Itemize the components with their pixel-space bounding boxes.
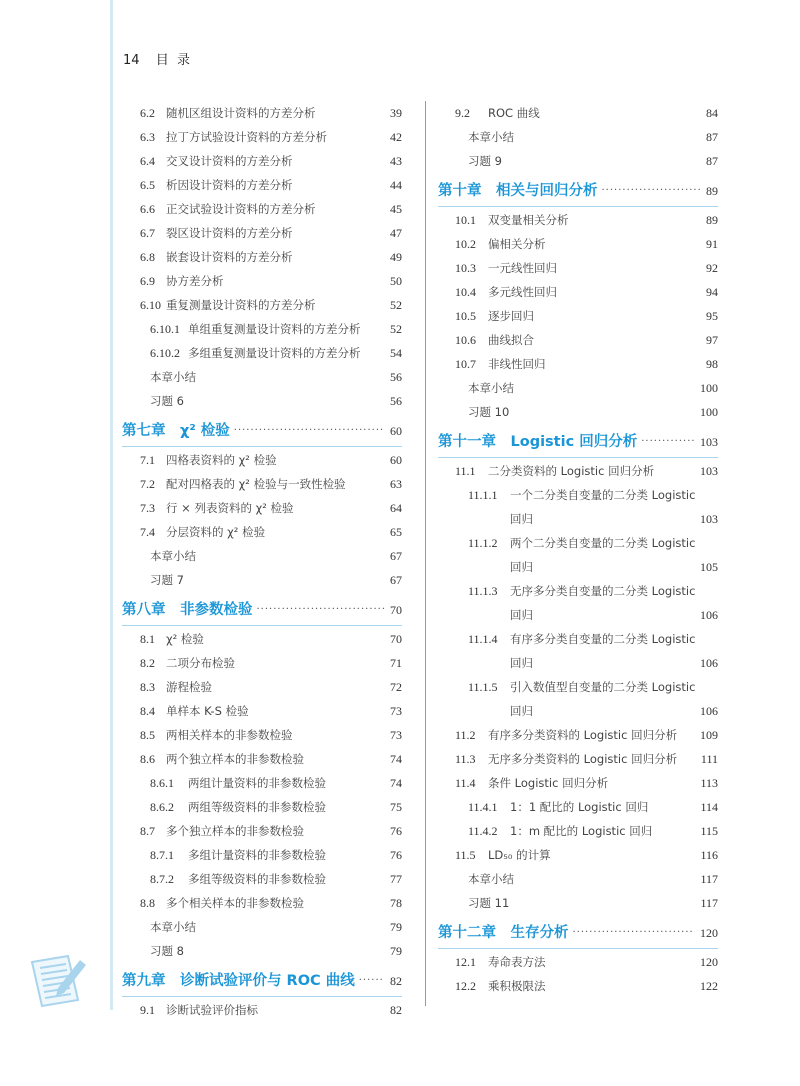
page-number: 103 [700, 464, 718, 478]
toc-entry[interactable] [438, 819, 718, 843]
section-title: 本章小结 [468, 130, 514, 144]
page-number: 60 [390, 424, 402, 438]
section-title: 条件 Logistic 回归分析 [488, 776, 609, 790]
page-number: 52 [390, 298, 402, 312]
page-number: 106 [700, 608, 718, 622]
toc-entry[interactable] [122, 365, 402, 389]
toc-entry[interactable] [122, 675, 402, 699]
section-title: 行 × 列表资料的 χ² 检验 [166, 501, 294, 515]
section-title: 诊断试验评价指标 [166, 1003, 258, 1017]
page-number: 89 [706, 213, 718, 227]
section-number: 9.1 [140, 1003, 155, 1017]
page-number: 77 [390, 872, 402, 886]
toc-entry[interactable] [122, 389, 402, 413]
section-number: 11.4.2 [468, 824, 498, 838]
toc-entry[interactable] [122, 448, 402, 472]
page-number: 100 [700, 381, 718, 395]
toc-entry[interactable] [438, 459, 718, 483]
section-title: 多个独立样本的非参数检验 [166, 824, 304, 838]
section-title: 无序多分类自变量的二分类 Logistic [510, 584, 696, 598]
section-number: 10.7 [455, 357, 476, 371]
toc-entry[interactable] [122, 915, 402, 939]
section-number: 11.4.1 [468, 800, 498, 814]
page-number: 72 [390, 680, 402, 694]
toc-entry[interactable] [438, 771, 718, 795]
toc-entry[interactable] [438, 795, 718, 819]
section-title: 1：1 配比的 Logistic 回归 [510, 800, 649, 814]
section-number: 6.10 [140, 298, 161, 312]
page-number: 100 [700, 405, 718, 419]
section-title: χ² 检验 [166, 632, 204, 646]
running-header [123, 49, 202, 68]
section-number: 10.6 [455, 333, 476, 347]
section-number: 6.4 [140, 154, 155, 168]
notepad-pencil-icon [28, 952, 88, 1016]
toc-chapter-heading[interactable] [438, 427, 718, 458]
section-number: 11.1 [455, 464, 476, 478]
toc-entry[interactable] [122, 723, 402, 747]
section-title: 随机区组设计资料的方差分析 [166, 106, 316, 120]
section-number: 12.1 [455, 955, 476, 969]
section-number: 6.8 [140, 250, 155, 264]
toc-entry[interactable] [122, 699, 402, 723]
section-number: 7.4 [140, 525, 155, 539]
toc-entry-continuation[interactable] [438, 699, 718, 723]
section-title: 非线性回归 [488, 357, 546, 371]
section-title: 两组等级资料的非参数检验 [188, 800, 326, 814]
page-number: 44 [390, 178, 402, 192]
toc-entry[interactable] [438, 950, 718, 974]
page-number: 50 [390, 274, 402, 288]
chapter-title: 第十章 相关与回归分析 [438, 183, 598, 199]
section-title: 一个二分类自变量的二分类 Logistic [510, 488, 696, 502]
section-number: 6.6 [140, 202, 155, 216]
toc-entry[interactable] [438, 149, 718, 173]
section-number: 7.1 [140, 453, 155, 467]
section-title: 两个二分类自变量的二分类 Logistic [510, 536, 696, 550]
section-title: 双变量相关分析 [488, 213, 569, 227]
section-number: 8.3 [140, 680, 155, 694]
toc-entry[interactable] [438, 376, 718, 400]
page-number: 70 [390, 632, 402, 646]
page-number: 120 [700, 955, 718, 969]
page-number: 97 [706, 333, 718, 347]
toc-entry[interactable] [122, 747, 402, 771]
section-title: 嵌套设计资料的方差分析 [166, 250, 293, 264]
section-number: 8.6.1 [150, 776, 174, 790]
toc-entry[interactable] [122, 472, 402, 496]
section-number: 11.1.4 [468, 632, 498, 646]
page-number: 109 [700, 728, 718, 742]
section-number: 10.2 [455, 237, 476, 251]
page-number: 75 [390, 800, 402, 814]
toc-entry[interactable] [122, 245, 402, 269]
page-number: 39 [390, 106, 402, 120]
section-number: 8.4 [140, 704, 155, 718]
section-number: 7.2 [140, 477, 155, 491]
chapter-title: 第八章 非参数检验 [122, 602, 253, 618]
toc-entry[interactable] [438, 280, 718, 304]
toc-entry[interactable] [438, 867, 718, 891]
section-title: 重复测量设计资料的方差分析 [166, 298, 316, 312]
section-number: 11.5 [455, 848, 476, 862]
section-title: 拉丁方试验设计资料的方差分析 [166, 130, 327, 144]
page-number: 74 [390, 752, 402, 766]
toc-entry[interactable] [438, 627, 718, 651]
toc-entry[interactable] [122, 101, 402, 125]
toc-entry[interactable] [122, 843, 402, 867]
toc-entry[interactable] [122, 627, 402, 651]
section-title: 游程检验 [166, 680, 212, 694]
toc-entry[interactable] [122, 520, 402, 544]
page-number: 49 [390, 250, 402, 264]
toc-entry[interactable] [122, 317, 402, 341]
toc-entry[interactable] [438, 400, 718, 424]
page-number: 114 [700, 800, 718, 814]
page-number: 120 [700, 926, 718, 940]
toc-left-column [122, 101, 402, 1022]
toc-entry[interactable] [438, 304, 718, 328]
page-number: 52 [390, 322, 402, 336]
section-number: 6.2 [140, 106, 155, 120]
section-title: 习题 8 [150, 944, 184, 958]
toc-entry[interactable] [438, 328, 718, 352]
section-title-continued: 回归 [510, 656, 533, 670]
toc-entry[interactable] [438, 974, 718, 998]
section-title: 一元线性回归 [488, 261, 557, 275]
section-number: 6.7 [140, 226, 155, 240]
section-number: 11.1.5 [468, 680, 498, 694]
section-title: 多组等级资料的非参数检验 [188, 872, 326, 886]
page-number: 73 [390, 704, 402, 718]
toc-entry[interactable] [438, 125, 718, 149]
page-number: 74 [390, 776, 402, 790]
page-number: 82 [390, 974, 402, 988]
page-number: 67 [390, 573, 402, 587]
section-title: 乘积极限法 [488, 979, 546, 993]
section-title: 无序多分类资料的 Logistic 回归分析 [488, 752, 678, 766]
toc-entry[interactable] [438, 579, 718, 603]
section-number: 8.6.2 [150, 800, 174, 814]
section-title: 习题 7 [150, 573, 184, 587]
section-number: 8.6 [140, 752, 155, 766]
toc-right-column [438, 101, 718, 998]
section-title: 习题 9 [468, 154, 502, 168]
page-number: 95 [706, 309, 718, 323]
page-number: 70 [390, 603, 402, 617]
toc-entry[interactable] [122, 173, 402, 197]
toc-entry[interactable] [122, 998, 402, 1022]
toc-entry-continuation[interactable] [438, 507, 718, 531]
toc-entry[interactable] [122, 197, 402, 221]
section-title: 正交试验设计资料的方差分析 [166, 202, 316, 216]
page-number: 67 [390, 549, 402, 563]
section-number: 8.7 [140, 824, 155, 838]
column-divider [425, 101, 426, 1006]
toc-entry[interactable] [438, 723, 718, 747]
toc-entry[interactable] [122, 819, 402, 843]
leader-dots: ····························· [572, 927, 694, 938]
section-number: 8.5 [140, 728, 155, 742]
page-number: 64 [390, 501, 402, 515]
section-title: 1：m 配比的 Logistic 回归 [510, 824, 653, 838]
section-number: 11.1.1 [468, 488, 498, 502]
page-number: 76 [390, 848, 402, 862]
page-number: 42 [390, 130, 402, 144]
section-number: 6.5 [140, 178, 155, 192]
toc-entry[interactable] [122, 867, 402, 891]
page-number: 103 [700, 435, 718, 449]
toc-entry[interactable] [122, 149, 402, 173]
section-number: 10.3 [455, 261, 476, 275]
toc-entry-continuation[interactable] [438, 651, 718, 675]
page-number: 89 [706, 184, 718, 198]
toc-entry[interactable] [438, 747, 718, 771]
section-title: 有序多分类自变量的二分类 Logistic [510, 632, 696, 646]
page-number: 91 [706, 237, 718, 251]
page-number: 115 [700, 824, 718, 838]
page-number: 56 [390, 370, 402, 384]
section-title: 本章小结 [150, 549, 196, 563]
section-number: 10.5 [455, 309, 476, 323]
page-number: 116 [700, 848, 718, 862]
page-number: 78 [390, 896, 402, 910]
section-title-continued: 回归 [510, 512, 533, 526]
section-number: 8.7.1 [150, 848, 174, 862]
margin-bar [110, 0, 113, 1010]
section-title-continued: 回归 [510, 704, 533, 718]
section-title: 分层资料的 χ² 检验 [166, 525, 266, 539]
toc-entry[interactable] [438, 232, 718, 256]
leader-dots: ···································· [233, 425, 385, 436]
section-title: 习题 11 [468, 896, 510, 910]
section-title: 寿命表方法 [488, 955, 546, 969]
section-title: LD₅₀ 的计算 [488, 848, 551, 862]
section-title: 曲线拟合 [488, 333, 534, 347]
toc-entry[interactable] [438, 483, 718, 507]
page-number: 73 [390, 728, 402, 742]
toc-entry[interactable] [438, 256, 718, 280]
toc-entry[interactable] [122, 544, 402, 568]
section-title-continued: 回归 [510, 560, 533, 574]
page-number: 60 [390, 453, 402, 467]
page-number: 103 [700, 512, 718, 526]
toc-entry[interactable] [122, 939, 402, 963]
section-title: 交叉设计资料的方差分析 [166, 154, 293, 168]
section-number: 11.1.2 [468, 536, 498, 550]
section-title: 习题 6 [150, 394, 184, 408]
page-number: 122 [700, 979, 718, 993]
page-number: 98 [706, 357, 718, 371]
page-number: 71 [390, 656, 402, 670]
section-title: 本章小结 [468, 381, 514, 395]
section-number: 6.10.1 [150, 322, 180, 336]
section-title: 多个相关样本的非参数检验 [166, 896, 304, 910]
section-title: 两相关样本的非参数检验 [166, 728, 293, 742]
section-title: 两组计量资料的非参数检验 [188, 776, 326, 790]
toc-entry[interactable] [122, 771, 402, 795]
section-number: 6.10.2 [150, 346, 180, 360]
page-number: 105 [700, 560, 718, 574]
section-number: 11.1.3 [468, 584, 498, 598]
chapter-title: 第九章 诊断试验评价与 ROC 曲线 [122, 973, 355, 989]
page-number: 94 [706, 285, 718, 299]
page-number: 106 [700, 704, 718, 718]
toc-entry[interactable] [122, 795, 402, 819]
section-number: 8.2 [140, 656, 155, 670]
section-number: 10.1 [455, 213, 476, 227]
chapter-title: 第十二章 生存分析 [438, 925, 569, 941]
section-number: 8.7.2 [150, 872, 174, 886]
toc-entry[interactable] [438, 531, 718, 555]
toc-chapter-heading[interactable] [122, 595, 402, 626]
toc-entry[interactable] [122, 496, 402, 520]
toc-entry[interactable] [438, 843, 718, 867]
section-title: 二分类资料的 Logistic 回归分析 [488, 464, 655, 478]
page-number: 47 [390, 226, 402, 240]
section-title: 引入数值型自变量的二分类 Logistic [510, 680, 696, 694]
page-number: 65 [390, 525, 402, 539]
toc-chapter-heading[interactable] [122, 966, 402, 997]
toc-entry[interactable] [438, 352, 718, 376]
section-title: 本章小结 [150, 370, 196, 384]
page-number: 56 [390, 394, 402, 408]
page-number: 76 [390, 824, 402, 838]
leader-dots: ························ [601, 185, 702, 196]
section-title: 配对四格表的 χ² 检验与一致性检验 [166, 477, 346, 491]
toc-entry[interactable] [438, 208, 718, 232]
leader-dots: ············· [641, 436, 696, 447]
section-title: 两个独立样本的非参数检验 [166, 752, 304, 766]
page-number: 82 [390, 1003, 402, 1017]
section-title: 析因设计资料的方差分析 [166, 178, 293, 192]
toc-entry[interactable] [122, 341, 402, 365]
page-number: 87 [706, 154, 718, 168]
chapter-title: 第七章 χ² 检验 [122, 423, 230, 439]
section-number: 11.2 [455, 728, 476, 742]
toc-entry[interactable] [122, 568, 402, 592]
section-title-continued: 回归 [510, 608, 533, 622]
section-title: 四格表资料的 χ² 检验 [166, 453, 277, 467]
section-title: ROC 曲线 [488, 106, 540, 120]
section-title: 多元线性回归 [488, 285, 557, 299]
section-number: 8.8 [140, 896, 155, 910]
section-title: 多组重复测量设计资料的方差分析 [188, 346, 361, 360]
page-number: 92 [706, 261, 718, 275]
section-number: 9.2 [455, 106, 470, 120]
toc-entry[interactable] [438, 675, 718, 699]
section-title: 本章小结 [468, 872, 514, 886]
toc-entry-continuation[interactable] [438, 555, 718, 579]
section-number: 6.3 [140, 130, 155, 144]
section-title: 裂区设计资料的方差分析 [166, 226, 293, 240]
toc-entry[interactable] [122, 221, 402, 245]
toc-entry[interactable] [122, 651, 402, 675]
section-number: 12.2 [455, 979, 476, 993]
page-number: 113 [700, 776, 718, 790]
section-title: 习题 10 [468, 405, 510, 419]
section-title: 单样本 K-S 检验 [166, 704, 249, 718]
section-number: 11.4 [455, 776, 476, 790]
toc-chapter-heading[interactable] [122, 416, 402, 447]
toc-chapter-heading[interactable] [438, 176, 718, 207]
section-number: 11.3 [455, 752, 476, 766]
section-title: 有序多分类资料的 Logistic 回归分析 [488, 728, 678, 742]
toc-chapter-heading[interactable] [438, 918, 718, 949]
page-number: 106 [700, 656, 718, 670]
page-number: 117 [700, 896, 718, 910]
section-title: 逐步回归 [488, 309, 534, 323]
toc-entry[interactable] [122, 269, 402, 293]
page-number: 79 [390, 920, 402, 934]
page-number: 45 [390, 202, 402, 216]
toc-entry[interactable] [122, 891, 402, 915]
toc-entry[interactable] [122, 125, 402, 149]
page-number: 63 [390, 477, 402, 491]
page-number: 14 [123, 53, 140, 68]
header-title: 目 录 [155, 53, 190, 68]
toc-entry[interactable] [122, 293, 402, 317]
section-title: 二项分布检验 [166, 656, 235, 670]
section-number: 8.1 [140, 632, 155, 646]
page-number: 87 [706, 130, 718, 144]
leader-dots: ······························· [256, 604, 386, 615]
section-title: 多组计量资料的非参数检验 [188, 848, 326, 862]
section-title: 本章小结 [150, 920, 196, 934]
page-number: 111 [700, 752, 718, 766]
toc-entry[interactable] [438, 891, 718, 915]
page-number: 79 [390, 944, 402, 958]
section-title: 单组重复测量设计资料的方差分析 [188, 322, 361, 336]
toc-entry[interactable] [438, 101, 718, 125]
section-number: 10.4 [455, 285, 476, 299]
page-number: 84 [706, 106, 718, 120]
section-title: 偏相关分析 [488, 237, 546, 251]
page-number: 54 [390, 346, 402, 360]
section-number: 7.3 [140, 501, 155, 515]
chapter-title: 第十一章 Logistic 回归分析 [438, 434, 638, 450]
toc-entry-continuation[interactable] [438, 603, 718, 627]
page-number: 117 [700, 872, 718, 886]
section-title: 协方差分析 [166, 274, 224, 288]
section-number: 6.9 [140, 274, 155, 288]
page-number: 43 [390, 154, 402, 168]
leader-dots: ······ [358, 975, 384, 986]
